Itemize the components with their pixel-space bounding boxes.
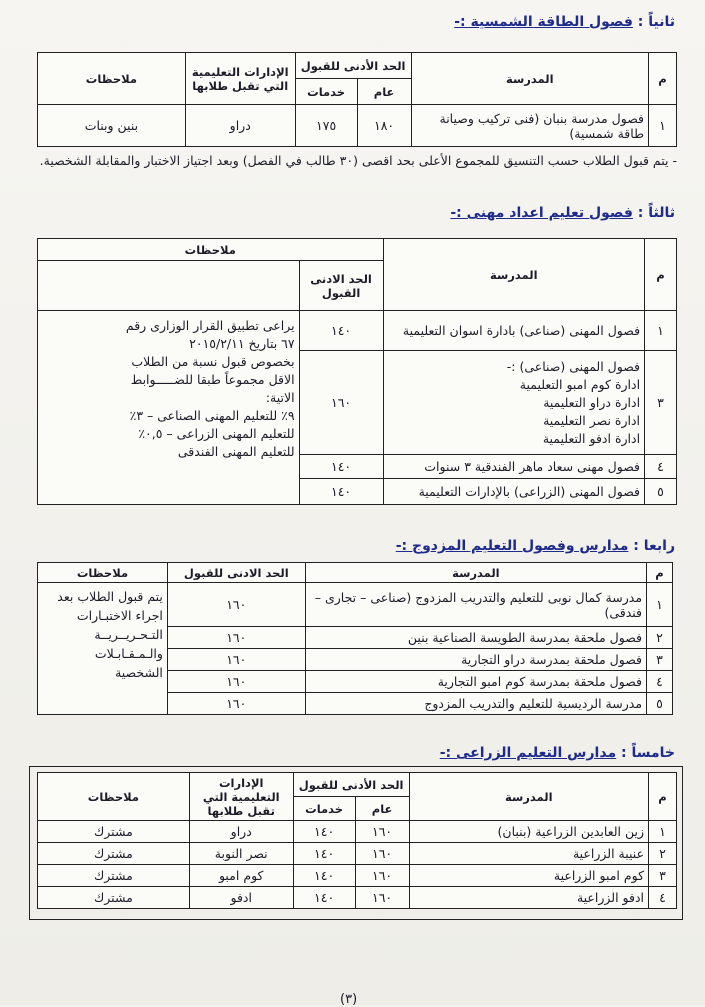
cell-school: فصول المهنى (الزراعى) بالإدارات التعليمية bbox=[383, 479, 645, 505]
cell-m: ٢ bbox=[647, 627, 673, 649]
cell-general: ١٦٠ bbox=[355, 887, 409, 909]
cell-general: ١٦٠ bbox=[355, 865, 409, 887]
note-text: يتم قبول الطلاب حسب التنسيق للمجموع الأعلى بحد اقصى (٣٠ طالب في الفصل) وبعد اجتياز الاختبار والمقابلة الشخصية. bbox=[39, 153, 669, 168]
solar-col-services: خدمات bbox=[295, 79, 357, 105]
note-line: التـحـريــريــة bbox=[94, 627, 163, 642]
agri-col-admin: الإدارات التعليمية التي تقبل طلابها bbox=[189, 773, 293, 821]
solar-heading-title: فصول الطاقة الشمسية :- bbox=[454, 14, 633, 30]
note-line: الاقل مجموعاً طبقا للضـــــوابط bbox=[130, 372, 295, 387]
cell-school: فصول ملحقة بمدرسة دراو التجارية bbox=[305, 649, 646, 671]
cell-m: ٤ bbox=[649, 887, 677, 909]
vocational-notes bbox=[38, 311, 300, 505]
table-row bbox=[38, 821, 677, 843]
cell-services: ١٤٠ bbox=[293, 843, 355, 865]
cell-school: كوم امبو الزراعية bbox=[409, 865, 649, 887]
cell-notes: بنين وبنات bbox=[38, 105, 186, 147]
vocational-table bbox=[37, 238, 677, 505]
cell-services: ١٧٥ bbox=[295, 105, 357, 147]
hotel-heading-prefix: ثالثاً : bbox=[637, 205, 675, 221]
dual-heading-title: مدارس وفصول التعليم المزدوج :- bbox=[395, 538, 629, 554]
agri-col-school: المدرسة bbox=[409, 773, 649, 821]
cell-school: ادفو الزراعية bbox=[409, 887, 649, 909]
dual-heading bbox=[396, 538, 675, 554]
cell-m: ٥ bbox=[647, 693, 673, 715]
note-line: بخصوص قبول نسبة من الطلاب bbox=[131, 354, 295, 369]
school-line: ادارة نصر التعليمية bbox=[543, 412, 641, 428]
note-line: للتعليم المهنى الفندقى bbox=[177, 444, 295, 459]
dual-col-m: م bbox=[647, 563, 673, 583]
cell-services: ١٤٠ bbox=[293, 887, 355, 909]
solar-heading-prefix: ثانياً : bbox=[637, 14, 675, 30]
cell-school: فصول ملحقة بمدرسة الطويسة الصناعية بنين bbox=[305, 627, 646, 649]
dual-notes bbox=[38, 583, 168, 715]
cell-school: فصول المهنى (صناعى) بادارة اسوان التعليمية bbox=[383, 311, 645, 351]
note-line: ٩٪ للتعليم المهنى الصناعى – ٣٪ bbox=[129, 408, 295, 423]
cell-school: عنيبة الزراعية bbox=[409, 843, 649, 865]
cell-m: ٣ bbox=[645, 351, 677, 455]
cell-school: فصول مدرسة بنبان (فنى تركيب وصيانة طاقة شمسية) bbox=[411, 105, 649, 147]
cell-m: ٤ bbox=[645, 455, 677, 479]
solar-note bbox=[22, 152, 677, 170]
table-row bbox=[38, 311, 677, 351]
cell-m: ٣ bbox=[647, 649, 673, 671]
cell-min: ١٦٠ bbox=[167, 671, 305, 693]
agri-heading-title: مدارس التعليم الزراعى :- bbox=[439, 745, 617, 761]
cell-school: فصول مهنى سعاد ماهر الفندقية ٣ سنوات bbox=[383, 455, 645, 479]
school-line: ادارة دراو التعليمية bbox=[543, 394, 641, 410]
voc-col-notes: ملاحظات bbox=[38, 239, 384, 261]
table-row bbox=[38, 583, 673, 627]
cell-admin: دراو bbox=[185, 105, 295, 147]
dual-col-notes: ملاحظات bbox=[38, 563, 168, 583]
cell-school: مدرسة كمال نوبى للتعليم والتدريب المزدوج (صناعى – تجارى – فندقى) bbox=[305, 583, 646, 627]
note-line: يراعى تطبيق القرار الوزارى رقم bbox=[125, 318, 295, 333]
solar-col-notes: ملاحظات bbox=[38, 53, 186, 105]
dual-table bbox=[37, 562, 673, 715]
cell-m: ٥ bbox=[645, 479, 677, 505]
cell-min: ١٦٠ bbox=[167, 627, 305, 649]
note-line: ٦٧ بتاريخ ٢٠١٥/٢/١١ bbox=[189, 336, 295, 351]
note-line: الشخصية bbox=[115, 665, 163, 680]
agri-heading-prefix: خامساً : bbox=[621, 745, 675, 761]
agri-table bbox=[37, 772, 677, 909]
school-line: ادارة ادفو التعليمية bbox=[542, 430, 641, 446]
solar-col-min: الحد الأدنى للقبول bbox=[295, 53, 411, 79]
voc-col-m: م bbox=[645, 239, 677, 311]
agri-col-notes: ملاحظات bbox=[38, 773, 190, 821]
note-line: للتعليم المهنى الزراعى – ٠,٥٪ bbox=[138, 426, 295, 441]
cell-m: ١ bbox=[649, 821, 677, 843]
hotel-heading-title: فصول تعليم اعداد مهنى :- bbox=[450, 205, 633, 221]
cell-m: ١ bbox=[645, 311, 677, 351]
cell-school: مدرسة الرديسية للتعليم والتدريب المزدوج bbox=[305, 693, 646, 715]
cell-school: زين العابدين الزراعية (بنبان) bbox=[409, 821, 649, 843]
agri-col-general: عام bbox=[355, 797, 409, 821]
voc-col-min: الحد الادنى القبول bbox=[299, 261, 383, 311]
cell-notes: مشترك bbox=[38, 887, 190, 909]
cell-services: ١٤٠ bbox=[293, 865, 355, 887]
hotel-heading bbox=[450, 205, 675, 221]
cell-notes: مشترك bbox=[38, 821, 190, 843]
school-line: فصول المهنى (صناعى) :- bbox=[506, 358, 641, 374]
cell-m: ١ bbox=[649, 105, 677, 147]
cell-general: ١٦٠ bbox=[355, 843, 409, 865]
cell-min: ١٤٠ bbox=[299, 311, 383, 351]
table-row bbox=[38, 887, 677, 909]
school-line: ادارة كوم امبو التعليمية bbox=[519, 376, 641, 392]
cell-m: ١ bbox=[647, 583, 673, 627]
cell-m: ٤ bbox=[647, 671, 673, 693]
solar-col-admin: الإدارات التعليمية التي تقبل طلابها bbox=[185, 53, 295, 105]
dual-col-school: المدرسة bbox=[305, 563, 646, 583]
dual-heading-prefix: رابعا : bbox=[633, 538, 675, 554]
cell-min: ١٦٠ bbox=[167, 583, 305, 627]
agri-col-m: م bbox=[649, 773, 677, 821]
cell-m: ٣ bbox=[649, 865, 677, 887]
solar-col-school: المدرسة bbox=[411, 53, 649, 105]
note-line: يتم قبول الطلاب بعد bbox=[57, 589, 163, 604]
agri-col-services: خدمات bbox=[293, 797, 355, 821]
cell-admin: نصر النوبة bbox=[189, 843, 293, 865]
cell-m: ٢ bbox=[649, 843, 677, 865]
cell-notes: مشترك bbox=[38, 865, 190, 887]
cell-admin: كوم امبو bbox=[189, 865, 293, 887]
page-number: (٣) bbox=[340, 992, 358, 1007]
agri-col-min: الحد الأدنى للقبول bbox=[293, 773, 409, 797]
cell-min: ١٤٠ bbox=[299, 479, 383, 505]
note-line: الاتية: bbox=[265, 390, 295, 405]
cell-admin: دراو bbox=[189, 821, 293, 843]
solar-table bbox=[37, 52, 677, 147]
cell-notes: مشترك bbox=[38, 843, 190, 865]
cell-min: ١٦٠ bbox=[167, 693, 305, 715]
voc-notes-spacer bbox=[38, 261, 300, 311]
solar-heading bbox=[454, 14, 675, 30]
dual-col-min: الحد الادنى للقبول bbox=[167, 563, 305, 583]
cell-min: ١٦٠ bbox=[167, 649, 305, 671]
voc-col-school: المدرسة bbox=[383, 239, 645, 311]
table-row bbox=[38, 843, 677, 865]
cell-min: ١٤٠ bbox=[299, 455, 383, 479]
cell-general: ١٨٠ bbox=[357, 105, 411, 147]
cell-school bbox=[383, 351, 645, 455]
table-row bbox=[38, 865, 677, 887]
cell-min: ١٦٠ bbox=[299, 351, 383, 455]
solar-col-general: عام bbox=[357, 79, 411, 105]
cell-general: ١٦٠ bbox=[355, 821, 409, 843]
cell-school: فصول ملحقة بمدرسة كوم امبو التجارية bbox=[305, 671, 646, 693]
agri-heading bbox=[440, 745, 675, 761]
note-line: والـمـقـابـلات bbox=[94, 646, 163, 661]
solar-col-m: م bbox=[649, 53, 677, 105]
table-row bbox=[38, 105, 677, 147]
note-bullet: - bbox=[672, 153, 677, 168]
cell-admin: ادفو bbox=[189, 887, 293, 909]
note-line: اجراء الاختبـارات bbox=[76, 608, 163, 623]
cell-services: ١٤٠ bbox=[293, 821, 355, 843]
